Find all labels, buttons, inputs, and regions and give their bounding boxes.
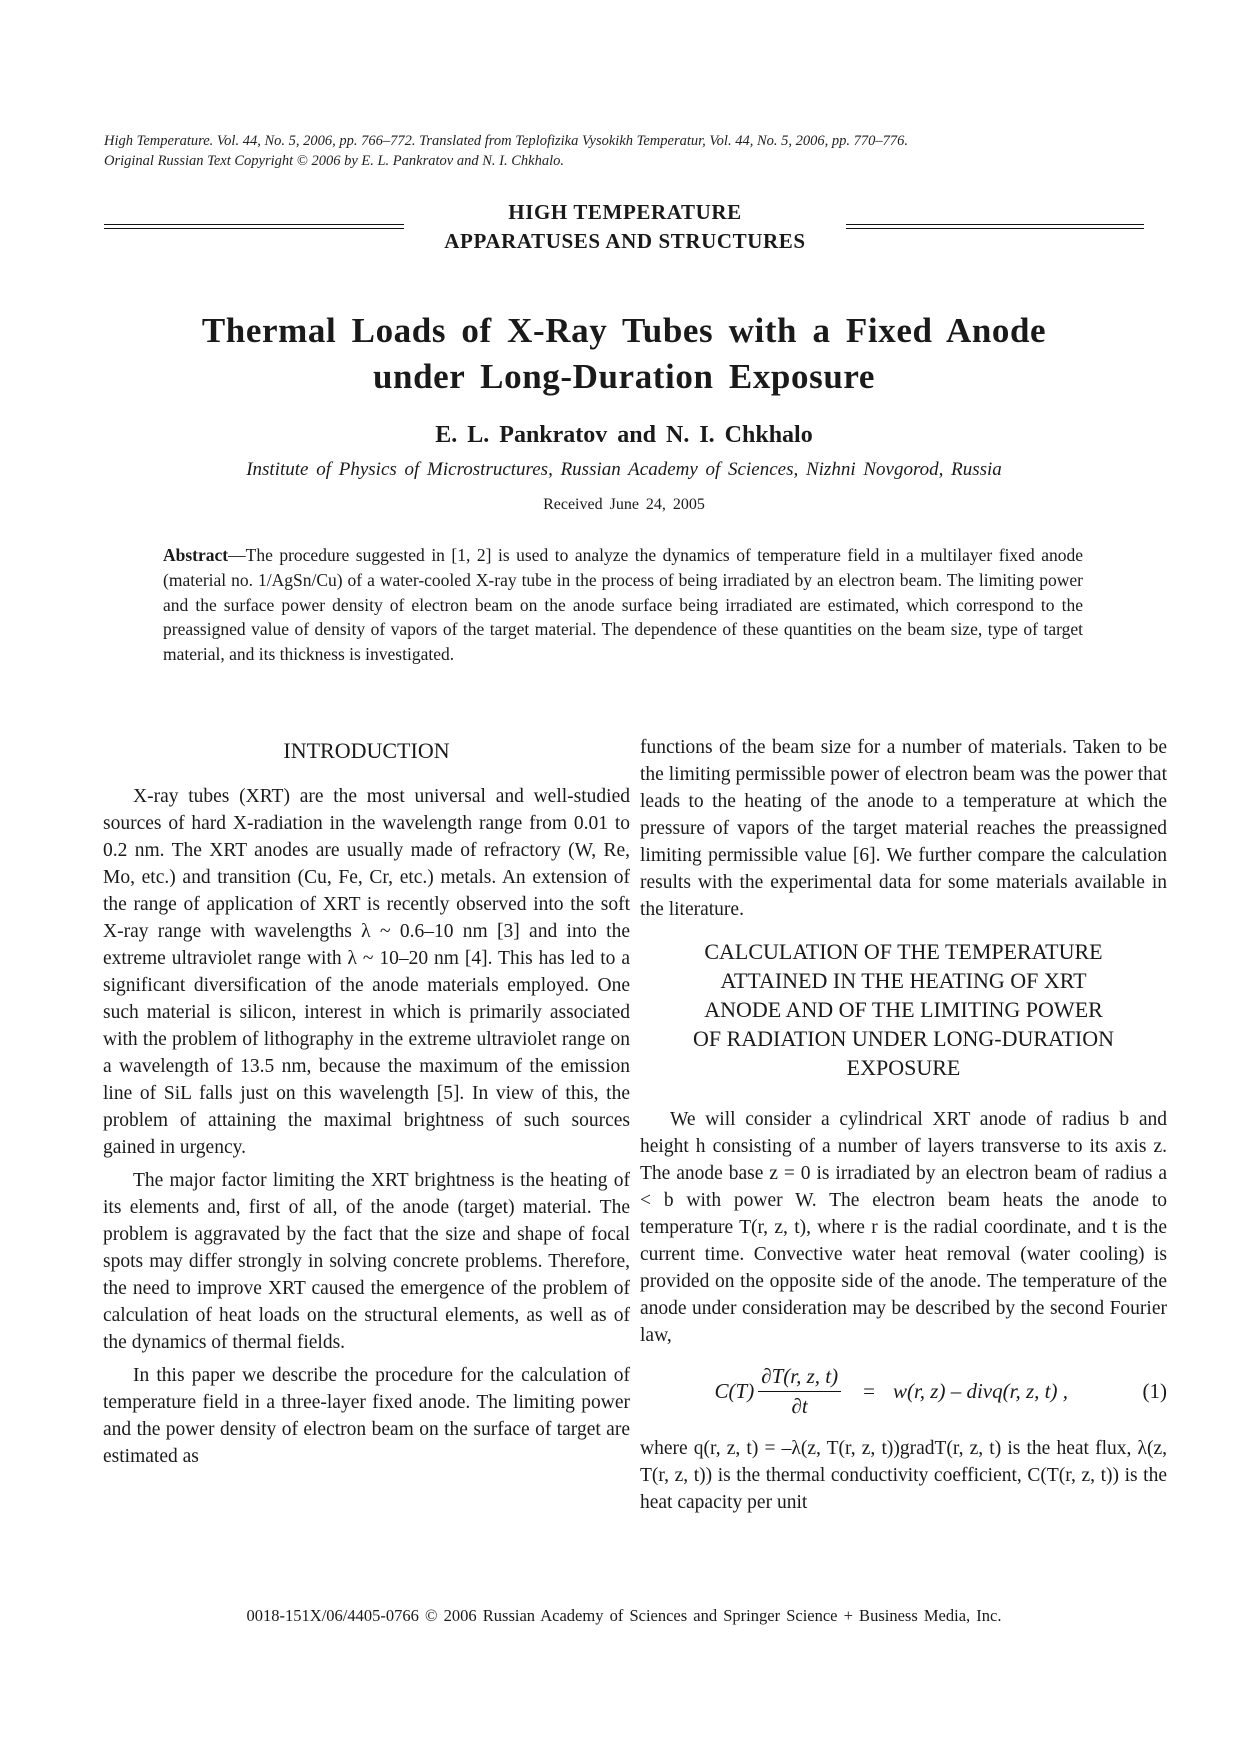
body-paragraph-continuation: functions of the beam size for a number of materials. Taken to be the limiting permissible power of electron beam was the power that leads to the heating of the anode to a temperature at which the pressure of vapors of the target material reaches the preassigned limiting permissible value [6]. We further compare the calculation results with the experimental data for some materials available in the literature.	[640, 737, 1167, 920]
body-paragraph: The major factor limiting the XRT brightness is the heating of its elements and, first of all, of the anode (target) material. The problem is aggravated by the fact that the size and shape of focal spots may differ strongly in solving concrete problems. Therefore, the need to improve XRT caused the emergence of the problem of calculation of heat loads on the structural elements, as well as of the dynamics of thermal fields.	[103, 1170, 630, 1353]
equation-lhs: C(T)	[714, 1378, 755, 1403]
section-name	[404, 198, 846, 256]
equation-body	[640, 1363, 1143, 1420]
footer-copyright: 0018-151X/06/4405-0766 © 2006 Russian Academy of Sciences and Springer Science + Business Media, Inc.	[246, 1606, 1002, 1625]
heading-line: OF RADIATION UNDER LONG-DURATION	[692, 1026, 1115, 1051]
body-paragraph: We will consider a cylindrical XRT anode of radius b and height h consisting of a number of layers transverse to its axis z. The anode base z = 0 is irradiated by an electron beam of radius a < b with power W. The electron beam heats the anode to temperature T(r, z, t), where r is the radial coordinate, and t is the current time. Convective water heat removal (water cooling) is provided on the opposite side of the anode. The temperature of the anode under consideration may be described by the second Fourier law,	[640, 1109, 1167, 1346]
heading-line: ANODE AND OF THE LIMITING POWER	[704, 997, 1103, 1022]
equation-rhs: w(r, z) – divq(r, z, t) ,	[892, 1378, 1068, 1403]
paper-title	[104, 308, 1144, 400]
body-paragraph: X-ray tubes (XRT) are the most universal and well-studied sources of hard X-radiation in the wavelength range from 0.01 to 0.2 nm. The XRT anodes are usually made of refractory (W, Re, Mo, etc.) and transition (Cu, Fe, Cr, etc.) metals. An extension of the range of application of XRT is recently observed into the soft X-ray range with wavelengths λ ~ 0.6–10 nm [3] and into the extreme ultraviolet range with λ ~ 10–20 nm [4]. This has led to a significant diversification of the anode materials employed. One such material is silicon, interest in which is primarily associated with the problem of lithography in the extreme ultraviolet range on a wavelength of 13.5 nm, because the maximum of the emission line of SiL falls just on this wavelength [5]. In view of this, the problem of attaining the maximal brightness of such sources gained in urgency.	[103, 786, 630, 1158]
fraction-denominator: ∂t	[791, 1393, 808, 1418]
equation-operator: =	[863, 1378, 875, 1403]
running-header	[104, 131, 1144, 171]
equation-number: (1)	[1142, 1378, 1167, 1403]
fraction-numerator: ∂T(r, z, t)	[758, 1363, 841, 1392]
heading-line: CALCULATION OF THE TEMPERATURE	[704, 939, 1103, 964]
copyright-notice: Original Russian Text Copyright © 2006 by E. L. Pankratov and N. I. Chkhalo.	[104, 153, 564, 169]
section-banner	[104, 198, 1144, 258]
abstract-text: —The procedure suggested in [1, 2] is used to analyze the dynamics of temperature field in a multilayer fixed anode (material no. 1/AgSn/Cu) of a water-cooled X-ray tube in the process of being irradiated by an electron beam. The limiting power and the surface power density of electron beam on the anode surface being irradiated are estimated, which correspond to the preassigned value of density of vapors of the target material. The dependence of these quantities on the beam size, type of target material, and its thickness is investigated.	[163, 545, 1083, 665]
left-column	[103, 736, 630, 1476]
received-date: Received June 24, 2005	[543, 496, 705, 513]
body-paragraph: where q(r, z, t) = –λ(z, T(r, z, t))gradT(r, z, t) is the heat flux, λ(z, T(r, z, t)) is the thermal conductivity coefficient, C(T(r, z, t)) is the heat capacity per unit	[640, 1438, 1167, 1513]
abstract-label: Abstract	[163, 545, 229, 565]
abstract	[163, 543, 1083, 667]
journal-citation: High Temperature. Vol. 44, No. 5, 2006, pp. 766–772. Translated from Teplofizika Vysokikh Temperatur, Vol. 44, No. 5, 2006, pp. 770–776.	[104, 133, 908, 149]
paper-title-line-1: Thermal Loads of X-Ray Tubes with a Fixed Anode	[201, 311, 1047, 350]
banner-rule-right	[846, 224, 1144, 229]
banner-rule-left	[104, 224, 404, 229]
right-column	[640, 734, 1167, 1522]
affiliation: Institute of Physics of Microstructures, Russian Academy of Sciences, Nizhni Novgorod, Russia	[246, 459, 1002, 480]
heading-line: EXPOSURE	[846, 1055, 961, 1080]
section-name-line-1: HIGH TEMPERATURE	[508, 200, 742, 224]
equation-1	[640, 1357, 1167, 1425]
equation-fraction	[758, 1363, 841, 1420]
section-name-line-2: APPARATUSES AND STRUCTURES	[444, 229, 806, 253]
calculation-heading	[640, 937, 1167, 1082]
introduction-heading: INTRODUCTION	[283, 738, 450, 763]
authors: E. L. Pankratov and N. I. Chkhalo	[435, 422, 813, 448]
body-paragraph: In this paper we describe the procedure for the calculation of temperature field in a three-layer fixed anode. The limiting power and the power density of electron beam on the surface of target are estimated as	[103, 1365, 630, 1467]
heading-line: ATTAINED IN THE HEATING OF XRT	[720, 968, 1087, 993]
paper-title-line-2: under Long-Duration Exposure	[372, 357, 876, 396]
